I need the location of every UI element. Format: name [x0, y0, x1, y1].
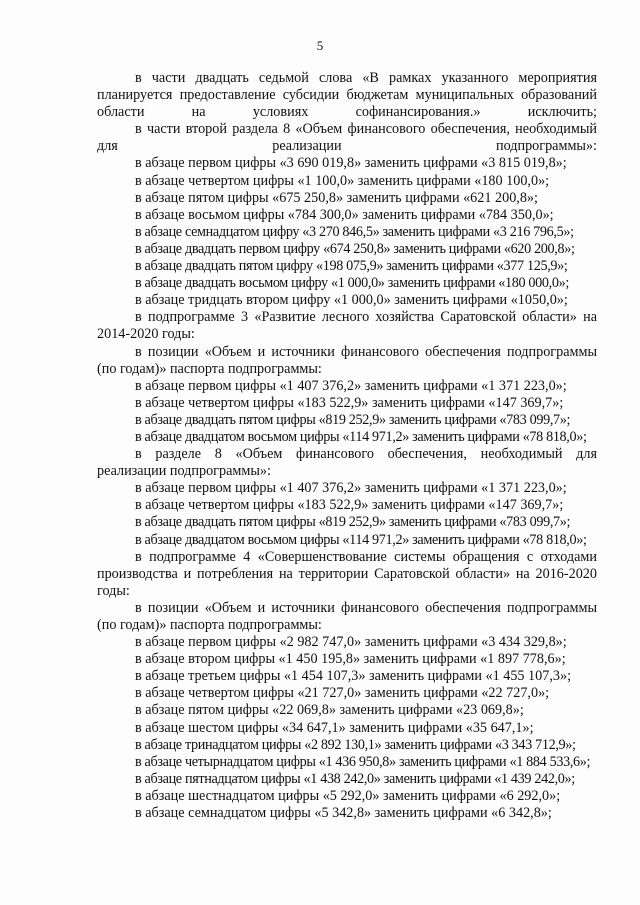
paragraph-12: в подпрограмме 3 «Развитие лесного хозяйства Саратовской области» на 2014-2020 годы:: [97, 309, 597, 343]
paragraph-20: в абзаце четвертом цифры «183 522,9» заменить цифрами «147 369,7»;: [135, 497, 564, 514]
paragraph-6: в абзаце восьмом цифры «784 300,0» заменить цифрами «784 350,0»;: [135, 206, 554, 223]
paragraph-8: в абзаце двадцать первом цифру «674 250,8» заменить цифрами «620 200,8»;: [135, 240, 575, 257]
paragraph-21: в абзаце двадцать пятом цифры «819 252,9» заменить цифрами «783 099,7»;: [135, 514, 571, 531]
paragraph-1: в части двадцать седьмой слова «В рамках указанного мероприятия планируется предоставление субсидии бюджетам муниципальных образований области на условиях софинансирования.» исключить;: [97, 70, 597, 121]
paragraph-23: в подпрограмме 4 «Совершенствование системы обращения с отходами производства и потребления на территории Саратовской области» на 2016-2020 годы:: [97, 548, 597, 599]
paragraph-2: в части второй раздела 8 «Объем финансового обеспечения, необходимый для реализации подпрограммы»:: [97, 121, 597, 155]
paragraph-34: в абзаце шестнадцатом цифры «5 292,0» заменить цифрами «6 292,0»;: [135, 787, 561, 804]
paragraph-17: в абзаце двадцатом восьмом цифры «114 971,2» заменить цифрами «78 818,0»;: [135, 428, 587, 445]
paragraph-7: в абзаце семнадцатом цифру «3 270 846,5» заменить цифрами «3 216 796,5»;: [135, 223, 574, 240]
page-number: 5: [316, 38, 324, 53]
paragraph-5: в абзаце пятом цифры «675 250,8» заменить цифрами «621 200,8»;: [135, 189, 538, 206]
paragraph-25: в абзаце первом цифры «2 982 747,0» заменить цифрами «3 434 329,8»;: [135, 634, 567, 651]
paragraph-4: в абзаце четвертом цифры «1 100,0» заменить цифрами «180 100,0»;: [135, 172, 550, 189]
paragraph-15: в абзаце четвертом цифры «183 522,9» заменить цифрами «147 369,7»;: [135, 394, 564, 411]
paragraph-13: в позиции «Объем и источники финансового обеспечения подпрограммы (по годам)» паспорта подпрограммы:: [97, 343, 597, 377]
paragraph-3: в абзаце первом цифры «3 690 019,8» заменить цифрами «3 815 019,8»;: [135, 155, 567, 172]
document-body: [97, 70, 597, 822]
paragraph-28: в абзаце четвертом цифры «21 727,0» заменить цифрами «22 727,0»;: [135, 685, 550, 702]
paragraph-24: в позиции «Объем и источники финансового обеспечения подпрограммы (по годам)» паспорта подпрограммы:: [97, 599, 597, 633]
paragraph-30: в абзаце шестом цифры «34 647,1» заменить цифрами «35 647,1»;: [135, 719, 534, 736]
paragraph-11: в абзаце тридцать втором цифру «1 000,0» заменить цифрами «1050,0»;: [135, 292, 568, 309]
paragraph-19: в абзаце первом цифры «1 407 376,2» заменить цифрами «1 371 223,0»;: [135, 480, 567, 497]
paragraph-14: в абзаце первом цифры «1 407 376,2» заменить цифрами «1 371 223,0»;: [135, 377, 567, 394]
paragraph-26: в абзаце втором цифры «1 450 195,8» заменить цифрами «1 897 778,6»;: [135, 651, 566, 668]
paragraph-33: в абзаце пятнадцатом цифры «1 438 242,0» заменить цифрами «1 439 242,0»;: [135, 770, 575, 787]
paragraph-10: в абзаце двадцать восьмом цифру «1 000,0» заменить цифрами «180 000,0»;: [135, 275, 569, 292]
paragraph-31: в абзаце тринадцатом цифры «2 892 130,1» заменить цифрами «3 343 712,9»;: [135, 736, 576, 753]
paragraph-29: в абзаце пятом цифры «22 069,8» заменить цифрами «23 069,8»;: [135, 702, 524, 719]
paragraph-16: в абзаце двадцать пятом цифры «819 252,9» заменить цифрами «783 099,7»;: [135, 411, 571, 428]
paragraph-22: в абзаце двадцатом восьмом цифры «114 971,2» заменить цифрами «78 818,0»;: [135, 531, 587, 548]
paragraph-18: в разделе 8 «Объем финансового обеспечения, необходимый для реализации подпрограммы»:: [97, 446, 597, 480]
paragraph-27: в абзаце третьем цифры «1 454 107,3» заменить цифрами «1 455 107,3»;: [135, 668, 572, 685]
paragraph-32: в абзаце четырнадцатом цифры «1 436 950,8» заменить цифрами «1 884 533,6»;: [135, 753, 591, 770]
paragraph-35: в абзаце семнадцатом цифры «5 342,8» заменить цифрами «6 342,8»;: [135, 805, 552, 822]
paragraph-9: в абзаце двадцать пятом цифру «198 075,9» заменить цифрами «377 125,9»;: [135, 258, 568, 275]
